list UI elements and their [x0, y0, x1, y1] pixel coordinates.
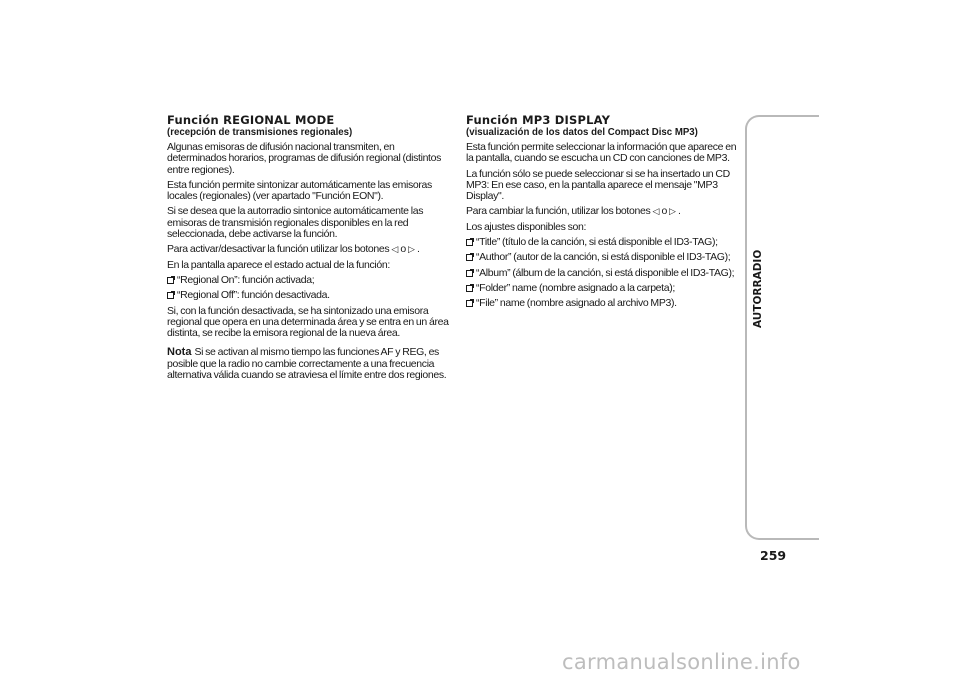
paragraph: Si se desea que la autorradio sintonice automáticamente las emisoras de transmisión regionales disponibles en la red seleccionada, debe activarse la función.: [167, 205, 424, 241]
section-title-regional-mode: Función REGIONAL MODE: [167, 113, 335, 127]
section-title-mp3-display: Función MP3 DISPLAY: [466, 113, 611, 127]
paragraph: Si, con la función desactivada, se ha sintonizado una emisora regional que opera en una determinada área y se entra en un área distinta, se recibe la emisora regional de la nueva área.: [167, 304, 449, 340]
list-item: [466, 268, 742, 279]
list-item-text: “Author” (autor de la canción, si está disponible el ID3-TAG);: [476, 251, 731, 264]
list-item-text: “File” name (nombre asignado al archivo MP3).: [476, 297, 677, 310]
left-triangle-icon: ◁: [391, 244, 399, 255]
section-subtitle-regional: (recepción de transmisiones regionales): [167, 126, 353, 138]
watermark: carmanualsonline.info: [562, 650, 801, 674]
paragraph: En la pantalla aparece el estado actual de la función:: [167, 258, 390, 271]
or-text: o: [400, 243, 406, 256]
section-side-label: AUTORRADIO: [752, 249, 764, 328]
paragraph: Los ajustes disponibles son:: [466, 220, 587, 233]
list-item: [466, 252, 742, 263]
paragraph-buttons: [167, 244, 452, 255]
paragraph-end: .: [416, 243, 420, 256]
list-item-text: “Regional Off”: función desactivada.: [177, 289, 330, 302]
list-item: [466, 283, 742, 294]
checkbox-bullet-icon: [167, 277, 174, 284]
paragraph-text: Para activar/desactivar la función utilizar los botones: [167, 243, 390, 256]
checkbox-bullet-icon: [466, 254, 473, 261]
list-item: [167, 290, 452, 301]
note-text: Si se activan al mismo tiempo las funciones AF y REG, es posible que la radio no cambie correctamente a una frecuencia alternativa válida cuando se atraviesa el límite entre dos regiones.: [167, 346, 447, 382]
or-text: o: [661, 205, 667, 218]
list-item-text: “Regional On”: función activada;: [177, 273, 315, 286]
checkbox-bullet-icon: [466, 300, 473, 307]
left-triangle-icon: ◁: [652, 206, 660, 217]
checkbox-bullet-icon: [466, 270, 473, 277]
paragraph: Esta función permite sintonizar automáticamente las emisoras locales (regionales) (ver apartado "Función EON").: [167, 178, 432, 203]
section-subtitle-mp3: (visualización de los datos del Compact Disc MP3): [466, 126, 698, 138]
paragraph: Esta función permite seleccionar la información que aparece en la pantalla, cuando se escucha un CD con canciones de MP3.: [466, 141, 737, 165]
paragraph-buttons: [466, 206, 742, 217]
page-number: 259: [760, 548, 787, 563]
paragraph: La función sólo se puede seleccionar si se ha insertado un CD MP3: En ese caso, en la pantalla aparece el mensaje "MP3 Display".: [466, 167, 730, 203]
right-triangle-icon: ▷: [407, 244, 415, 255]
paragraph-end: .: [678, 205, 681, 218]
list-item: [466, 237, 742, 248]
note-paragraph: [167, 347, 452, 381]
checkbox-bullet-icon: [466, 239, 473, 246]
note-label: Nota: [167, 346, 192, 359]
paragraph-text: Para cambiar la función, utilizar los botones: [466, 205, 651, 218]
checkbox-bullet-icon: [167, 292, 174, 299]
right-triangle-icon: ▷: [669, 206, 676, 217]
list-item-text: “Folder” name (nombre asignado a la carpeta);: [476, 281, 675, 294]
paragraph: Algunas emisoras de difusión nacional transmiten, en determinados horarios, programas de difusión regional (distintos entre regiones).: [167, 141, 442, 176]
right-column: [466, 114, 742, 314]
list-item-text: “Title” (título de la canción, si está disponible el ID3-TAG);: [476, 236, 718, 249]
list-item: [167, 275, 452, 286]
list-item: [466, 298, 742, 309]
list-item-text: “Album” (álbum de la canción, si está disponible el ID3-TAG);: [476, 266, 735, 279]
checkbox-bullet-icon: [466, 285, 473, 292]
left-column: [167, 114, 452, 385]
